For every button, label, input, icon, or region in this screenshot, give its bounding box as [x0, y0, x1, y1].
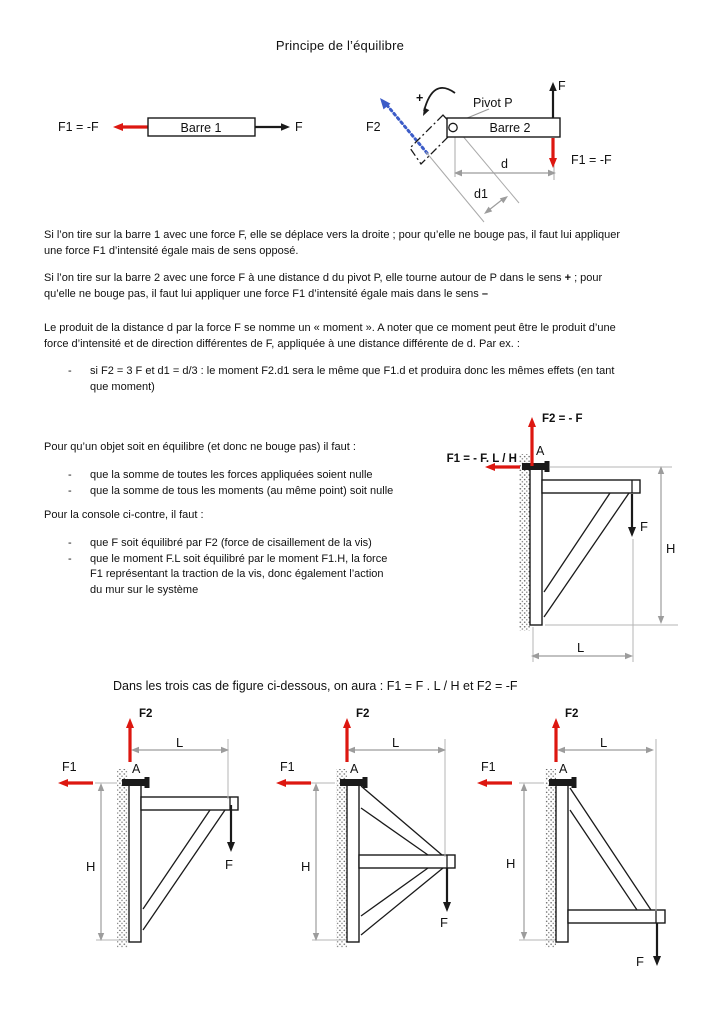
f-label: F: [636, 954, 644, 969]
f2-force-arrow: [552, 718, 560, 762]
wall-hatch: [117, 769, 128, 948]
bolt-head: [145, 777, 150, 788]
arrowhead: [653, 956, 661, 966]
arrowhead: [443, 902, 451, 912]
f1-force-arrow: [276, 779, 311, 787]
d-label: d: [501, 157, 508, 171]
f1-label: F1: [481, 760, 496, 774]
fixing-plate: [522, 463, 547, 470]
fixing-plate: [340, 779, 365, 786]
barre2-diagram: [366, 79, 612, 222]
f1-label: F1: [280, 760, 295, 774]
f2-label: F2: [356, 708, 370, 720]
list-item-continuation: du mur sur le système: [90, 583, 199, 596]
pivot-label: Pivot P: [473, 96, 513, 110]
list-item: - que la somme de tous les moments (au même point) soit nulle: [68, 484, 393, 500]
list-item: - que le moment F.L soit équilibré par le moment F1.H, la force: [68, 552, 387, 568]
f2-label: F2: [139, 708, 153, 720]
paragraph-moment: Le produit de la distance d par la force F se nomme un « moment ». A noter que ce moment peut être le produit d’une force d’intensité et de direction différentes de F, appliquée à une distance différente de d. Par ex. :: [44, 322, 616, 350]
f1-force-arrow: [113, 123, 150, 131]
h-label: H: [506, 856, 516, 871]
f-label: F: [558, 79, 566, 93]
brace-line: [570, 788, 651, 910]
arrowhead-left: [113, 123, 123, 131]
arrowhead: [625, 653, 633, 659]
list-item: - que F soit équilibré par F2 (force de cisaillement de la vis): [68, 536, 387, 552]
arrowhead: [557, 747, 565, 753]
bolt-head: [572, 777, 577, 788]
brace-line: [361, 786, 442, 855]
bolt-head: [363, 777, 368, 788]
l-label: L: [392, 735, 400, 750]
f1-label: F1: [62, 760, 77, 774]
f1-label: F1 = -F: [58, 120, 99, 134]
l-label: L: [176, 735, 184, 750]
f2-label: F2: [366, 120, 381, 134]
brace-line: [361, 868, 443, 935]
f1-force-arrow: [549, 138, 557, 168]
l-label: L: [600, 735, 608, 750]
arrowhead: [549, 158, 557, 168]
paragraph-equilibre-intro: Pour qu’un objet soit en équilibre (et donc ne bouge pas) il faut :: [44, 441, 356, 453]
post: [530, 465, 542, 625]
arrowhead: [58, 779, 68, 787]
a-label: A: [350, 762, 359, 776]
arrowhead: [528, 417, 536, 427]
arrowhead: [658, 616, 664, 624]
arrowhead: [552, 718, 560, 728]
console-list: [68, 536, 387, 598]
arrowhead: [126, 718, 134, 728]
h-label: H: [666, 541, 676, 556]
f-force-arrow: [255, 123, 290, 131]
list-item: - que la somme de toutes les forces appliquées soient nulle: [68, 468, 393, 484]
brace-line: [570, 810, 637, 910]
f2-label: F2: [565, 708, 579, 720]
bracket-diagram-2: [276, 708, 455, 948]
three-cases-heading: Dans les trois cas de figure ci-dessous, on aura : F1 = F . L / H et F2 = -F: [113, 679, 518, 693]
post: [347, 780, 359, 942]
l-dimension: [347, 739, 446, 857]
f2-label: F2 = - F: [542, 413, 583, 425]
l-label: L: [577, 640, 585, 655]
bracket-diagram-1: [58, 708, 238, 948]
rotation-plus-label: +: [416, 91, 424, 105]
arrowhead: [477, 779, 487, 787]
f-label: F: [225, 857, 233, 872]
wall-hatch: [545, 769, 556, 948]
equilibre-list: [68, 468, 393, 499]
arm: [141, 797, 238, 810]
brace-line: [143, 810, 225, 930]
list-item-continuation: F1 représentant la traction de la vis, donc également l’action: [90, 568, 384, 580]
post: [129, 780, 141, 942]
arrowhead: [276, 779, 286, 787]
f-label: F: [295, 120, 303, 134]
d1-label: d1: [474, 187, 488, 201]
arrowhead: [549, 82, 557, 91]
arrowhead: [628, 527, 636, 537]
f1-label: F1 = - F. L / H: [446, 453, 517, 465]
f-force-arrow: [549, 82, 557, 118]
f-force-arrow: [227, 805, 235, 852]
arm: [359, 855, 455, 868]
arrowhead: [227, 842, 235, 852]
list-item-continuation: que moment): [90, 380, 155, 393]
arrowhead: [313, 783, 319, 791]
arrowhead: [646, 747, 654, 753]
arrowhead: [500, 196, 508, 203]
arm: [542, 480, 640, 493]
arm: [568, 910, 665, 923]
fixing-plate: [122, 779, 147, 786]
a-label: A: [536, 444, 545, 458]
bullet-dash: -: [68, 537, 72, 549]
list-item: - si F2 = 3 F et d1 = d/3 : le moment F2.d1 sera le même que F1.d et produira donc les mêmes effets (en tant: [68, 364, 614, 380]
f2-force-arrow: [380, 98, 427, 153]
brace-line: [143, 810, 210, 909]
arrowhead: [343, 718, 351, 728]
arrowhead-right: [281, 123, 290, 131]
plus-sign: +: [564, 272, 572, 284]
arrowhead: [423, 108, 429, 117]
bullet-dash: -: [68, 552, 72, 565]
arrowhead: [131, 747, 139, 753]
barre1-diagram: [58, 118, 303, 136]
post: [556, 780, 568, 942]
a-label: A: [132, 762, 141, 776]
arrowhead: [98, 783, 104, 791]
f-force-arrow: [653, 923, 661, 966]
f-label: F: [440, 915, 448, 930]
paragraph-console-intro: Pour la console ci-contre, il faut :: [44, 509, 204, 521]
wall-hatch: [519, 454, 530, 631]
f1-force-arrow: [477, 779, 512, 787]
brace-line: [361, 868, 428, 916]
pivot-circle: [449, 123, 457, 131]
arrowhead: [521, 932, 527, 940]
barre2-bar-label: Barre 2: [489, 121, 531, 135]
bullet-dash: -: [68, 365, 72, 377]
f2-force-arrow: [343, 718, 351, 762]
a-label: A: [559, 762, 568, 776]
f1-force-arrow: [58, 779, 93, 787]
f-label: F: [640, 519, 648, 534]
minus-sign: –: [481, 287, 488, 300]
wall-hatch: [336, 769, 347, 948]
barre1-bar-label: Barre 1: [180, 121, 222, 135]
h-label: H: [301, 859, 311, 874]
rotation-arrow: [423, 88, 455, 116]
bracket-diagram-3: [477, 708, 665, 969]
f2-force-arrow: [126, 718, 134, 762]
bullet-dash: -: [68, 469, 72, 481]
h-label: H: [86, 859, 96, 874]
f-force-arrow: [443, 868, 451, 912]
f1-label: F1 = -F: [571, 153, 612, 167]
arrowhead: [548, 170, 556, 177]
arrowhead: [521, 783, 527, 791]
paragraph-barre1: Si l’on tire sur la barre 1 avec une force F, elle se déplace vers la droite ; pour qu’elle ne bouge pas, il faut lui appliquer une force F1 d’intensité égale mais de sens opposé.: [44, 229, 621, 257]
l-dimension: [557, 739, 656, 911]
fixing-plate: [549, 779, 574, 786]
bullet-dash: -: [68, 484, 72, 497]
example-list: [68, 364, 614, 395]
bolt-head: [545, 461, 550, 472]
paragraph-barre2: Si l’on tire sur la barre 2 avec une force F à une distance d du pivot P, elle tourne autour de P dans le sens + ; pour qu’elle ne bouge pas, il faut lui appliquer une force F1 d’intensité égale mais dans le sens –: [44, 272, 603, 300]
page-title: Principe de l’équilibre: [275, 38, 405, 53]
arrowhead: [531, 653, 539, 659]
